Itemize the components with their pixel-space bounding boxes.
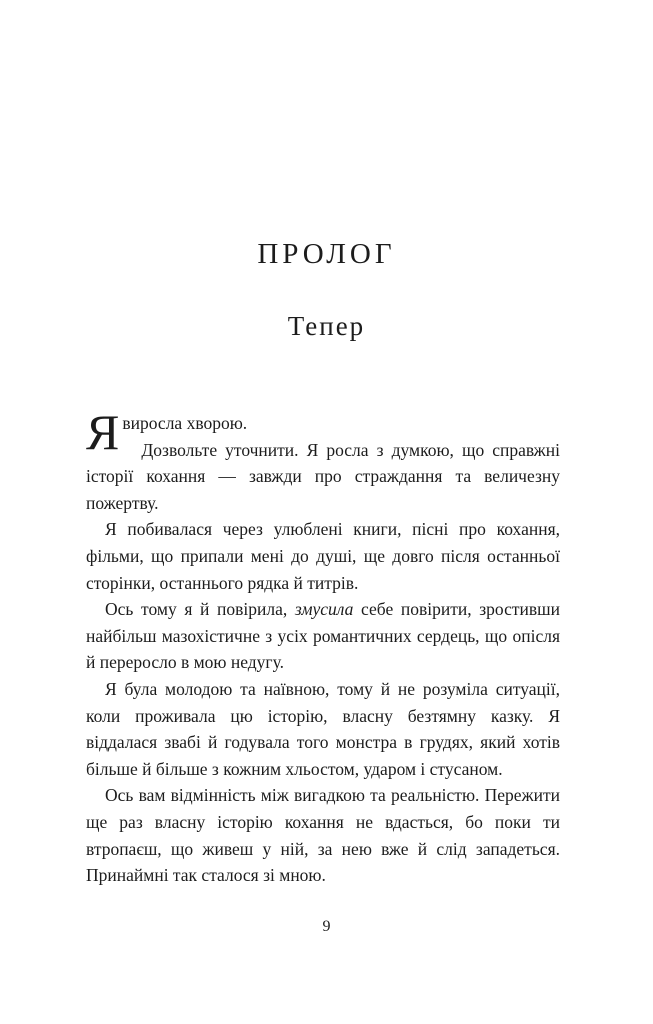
paragraph-1 — [86, 404, 560, 460]
paragraph-4-emphasis: змусила — [294, 599, 354, 620]
chapter-subtitle: Тепер — [287, 311, 366, 341]
drop-cap: Я — [86, 404, 120, 460]
page-number: 9 — [322, 918, 331, 935]
body-text — [86, 404, 560, 889]
paragraph-4 — [86, 596, 560, 676]
paragraph-1-text: виросла хворою. — [122, 413, 248, 433]
paragraph-3: Я побивалася через улюблені книги, пісні про кохання, фільми, що припали мені до душі, ще довго після останньої сторінки, останнього рядка й титрів. — [86, 519, 560, 593]
paragraph-2: Дозвольте уточнити. Я росла з думкою, що справжні історії кохання — завжди про страждання та величезну пожертву. — [86, 439, 560, 513]
paragraph-4-end: себе повірити, зростивши найбільш мазохістичне з усіх романтичних сердець, що опісля й переросло в мою недугу. — [86, 599, 560, 673]
paragraph-5: Я була молодою та наївною, тому й не розуміла ситуації, коли проживала цю історію, власну безтямну казку. Я віддалася звабі й годувала того монстра в грудях, який хотів більше й більше з кожним хльостом, ударом і стусаном. — [86, 678, 560, 779]
chapter-title: ПРОЛОГ — [257, 238, 396, 270]
paragraph-6: Ось вам відмінність між вигадкою та реальністю. Пережити ще раз власну історію кохання не вдасться, бо поки ти втропаєш, що живеш у ній, за нею вже й слід западеться. Принаймні так сталося зі мною. — [86, 785, 560, 886]
paragraph-4-start: Ось тому я й повірила, — [105, 599, 295, 620]
